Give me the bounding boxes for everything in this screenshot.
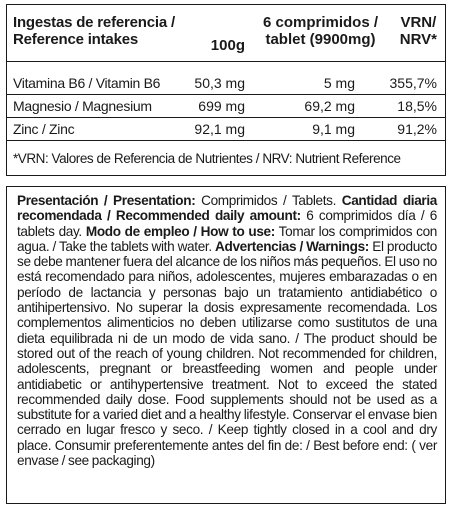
header-vrn	[400, 14, 437, 48]
vrn-percent: 18,5%	[397, 98, 437, 114]
amount-per-tablet: 9,1 mg	[312, 121, 355, 137]
amount-per-tablet: 69,2 mg	[304, 98, 355, 114]
table-row	[7, 95, 445, 118]
header-vrn-line1: VRN/	[400, 14, 437, 31]
header-title-line1: Ingestas de referencia /	[13, 14, 175, 31]
header-vrn-line2: NRV*	[399, 31, 437, 48]
header-100g: 100g	[210, 37, 245, 54]
nutrient-name: Zinc / Zinc	[13, 121, 75, 137]
vrn-percent: 355,7%	[389, 75, 437, 91]
usage-label: Modo de empleo / How to use:	[85, 223, 275, 239]
nrv-footnote: *VRN: Valores de Referencia de Nutrientes / NRV: Nutrient Reference	[13, 151, 401, 166]
nutrient-name: Vitamina B6 / Vitamin B6	[13, 75, 161, 91]
nutrient-name: Magnesio / Magnesium	[13, 98, 152, 114]
amount-per-tablet: 5 mg	[323, 75, 355, 91]
product-info-text	[7, 187, 445, 468]
header-title-line2: Reference intakes	[13, 31, 139, 48]
warnings-label: Advertencias / Warnings:	[215, 238, 369, 254]
usage-text: Tomar los comprimidos con agua. / Take the tablets with water.	[17, 223, 437, 254]
table-row	[7, 118, 445, 141]
presentation-label: Presentación / Presentation:	[17, 193, 196, 208]
header-per-tablet	[258, 14, 383, 48]
presentation-text: Comprimidos / Tablets.	[195, 193, 342, 208]
product-info-panel	[6, 186, 446, 504]
nutrition-table-body	[7, 62, 445, 141]
amount-per-100g: 699 mg	[198, 98, 245, 114]
header-title	[13, 14, 175, 48]
daily-amount-label: Cantidad diaria recomendada / Recommended daily amount:	[17, 193, 437, 224]
nutrition-table-header	[7, 5, 445, 62]
vrn-percent: 91,2%	[397, 121, 437, 137]
header-tablet-line2: tablet (9900mg)	[265, 31, 376, 48]
amount-per-100g: 92,1 mg	[194, 121, 245, 137]
table-row	[7, 72, 445, 95]
header-tablet-line1: 6 comprimidos /	[262, 14, 379, 31]
nutrition-table	[6, 4, 446, 176]
amount-per-100g: 50,3 mg	[194, 75, 245, 91]
warnings-text: El producto se debe mantener fuera del alcance de los niños más pequeños. El uso no está recomendado para niños, adolescentes, mujeres embarazadas o en período de lactancia y personas bajo un tratamiento antidiabético o antihipertensivo. No superar la dosis expresamente recomendada. Los complementos alimenticios no deben utilizarse como sustitutos de una dieta equilibrada ni de un modo de vida sano. / The product should be stored out of the reach of young children. Not recommended for children, adolescents, pregnant or breastfeeding women and people under antidiabetic or antihypertensive treatment. Not to exceed the stated recommended daily dose. Food supplements should not be used as a substitute for a varied diet and a healthy lifestyle. Conservar el envase bien cerrado en lugar fresco y seco. / Keep tightly closed in a cool and dry place. Consumir preferentemente antes del fin de: / Best before end: ( ver envase / see packaging)	[17, 238, 438, 469]
daily-amount-text: 6 comprimidos día / 6 tablets day.	[17, 208, 437, 239]
